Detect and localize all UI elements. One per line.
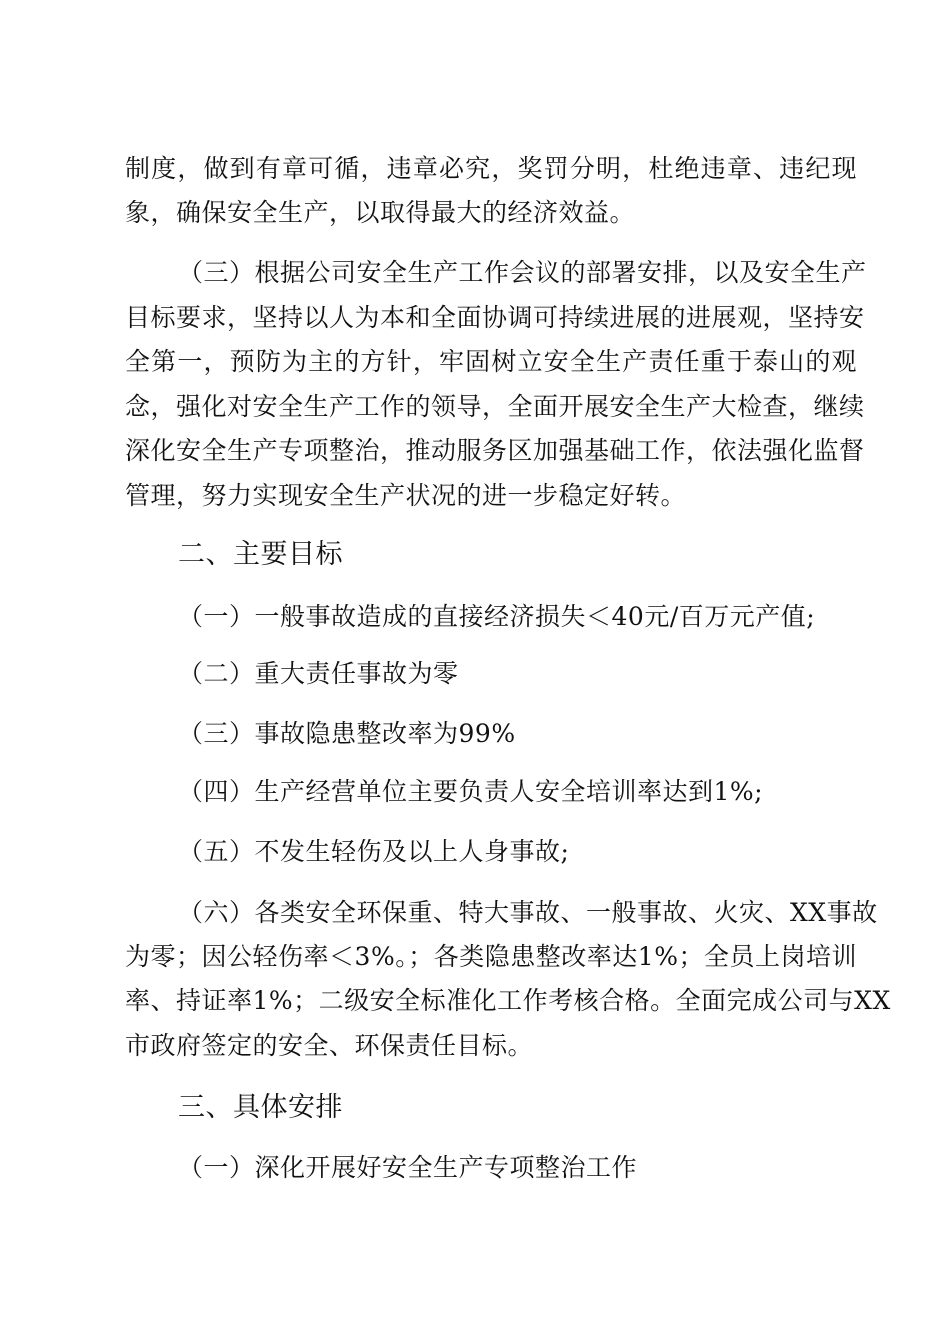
- list-item: （一）一般事故造成的直接经济损失＜40元/百万元产值;: [178, 602, 816, 631]
- list-item: （五）不发生轻伤及以上人身事故;: [178, 837, 570, 866]
- paragraph-line: 市政府签定的安全、环保责任目标。: [125, 1031, 534, 1060]
- list-item: （二）重大责任事故为零: [178, 659, 459, 688]
- section-heading: 三、具体安排: [178, 1092, 343, 1123]
- paragraph-line: 深化安全生产专项整治，推动服务区加强基础工作，依法强化监督: [125, 436, 865, 465]
- list-item: （三）事故隐患整改率为99%: [178, 719, 516, 748]
- paragraph-line: 目标要求，坚持以人为本和全面协调可持续进展的进展观，坚持安: [125, 303, 865, 332]
- paragraph-line: （六）各类安全环保重、特大事故、一般事故、火灾、XX事故: [178, 898, 878, 927]
- paragraph-line: 象，确保安全生产，以取得最大的经济效益。: [125, 198, 636, 227]
- paragraph-line: 为零；因公轻伤率＜3%。；各类隐患整改率达1%；全员上岗培训: [125, 942, 857, 971]
- list-item: （一）深化开展好安全生产专项整治工作: [178, 1153, 638, 1182]
- paragraph-line: 全第一，预防为主的方针，牢固树立安全生产责任重于泰山的观: [125, 347, 857, 376]
- paragraph-line: 管理，努力实现安全生产状况的进一步稳定好转。: [125, 481, 687, 510]
- paragraph-line: 制度，做到有章可循，违章必究，奖罚分明，杜绝违章、违纪现: [125, 154, 857, 183]
- paragraph-line: 念，强化对安全生产工作的领导，全面开展安全生产大检查，继续: [125, 392, 865, 421]
- paragraph-line: 率、持证率1%；二级安全标准化工作考核合格。全面完成公司与XX: [125, 986, 891, 1015]
- paragraph-line: （三）根据公司安全生产工作会议的部署安排，以及安全生产: [178, 258, 867, 287]
- section-heading: 二、主要目标: [178, 539, 343, 570]
- list-item: （四）生产经营单位主要负责人安全培训率达到1%;: [178, 777, 764, 806]
